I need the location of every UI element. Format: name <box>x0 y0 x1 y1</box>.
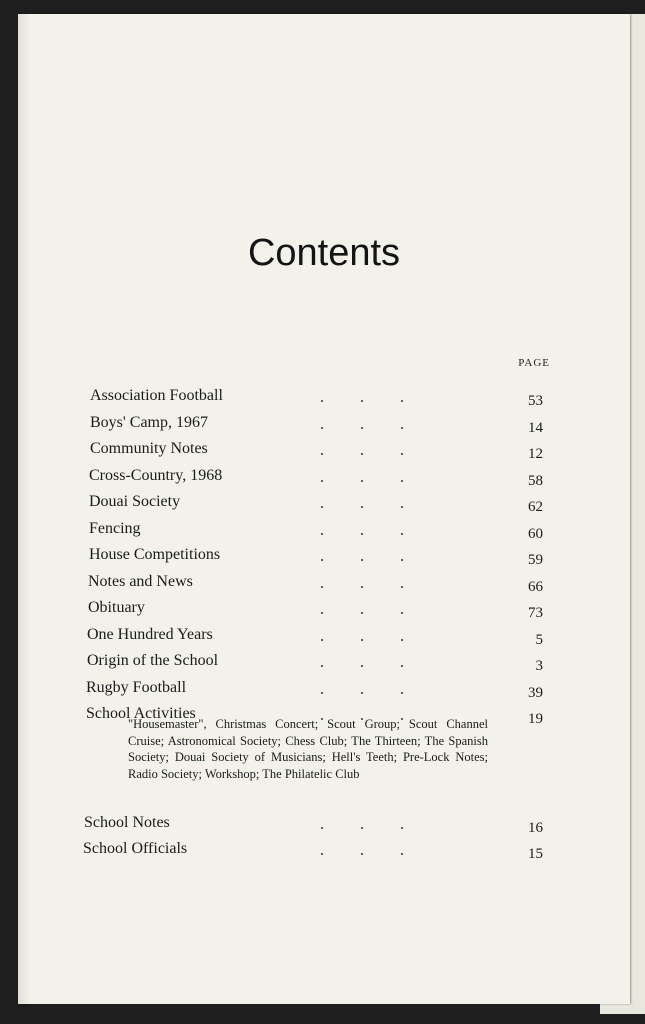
toc-entry-label: School Notes <box>84 814 170 831</box>
leader-dot <box>401 586 403 588</box>
leader-dot <box>401 639 403 641</box>
toc-entry-label: Fencing <box>89 520 141 537</box>
toc-entry <box>88 599 543 619</box>
dot-leader <box>87 652 417 672</box>
toc-entry-page-number: 39 <box>528 685 543 701</box>
toc-entry <box>89 546 543 566</box>
leader-dot <box>361 400 363 402</box>
toc-entry <box>88 573 543 593</box>
leader-dot <box>401 427 403 429</box>
toc-entry-label: House Competitions <box>89 546 221 563</box>
toc-entry-page-number: 16 <box>528 820 543 836</box>
toc-entry-page-number: 73 <box>528 605 543 621</box>
leader-dot <box>361 586 363 588</box>
toc-entry-label: School Officials <box>83 840 188 857</box>
leader-dot <box>401 853 403 855</box>
leader-dot <box>361 827 363 829</box>
toc-entry <box>83 840 543 860</box>
dot-leader <box>90 440 420 460</box>
dot-leader <box>88 599 418 619</box>
leader-dot <box>361 639 363 641</box>
leader-dot <box>321 400 323 402</box>
page-column-label: PAGE <box>518 357 550 369</box>
leader-dot <box>361 559 363 561</box>
toc-entry <box>87 652 543 672</box>
dot-leader <box>90 414 420 434</box>
dot-leader <box>86 679 416 699</box>
leader-dot <box>401 533 403 535</box>
leader-dot <box>321 853 323 855</box>
leader-dot <box>321 612 323 614</box>
leader-dot <box>321 827 323 829</box>
toc-entry-page-number: 62 <box>528 499 543 515</box>
toc-entry-label: Boys' Camp, 1967 <box>90 414 208 431</box>
dot-leader <box>88 573 418 593</box>
dot-leader <box>90 387 420 407</box>
dot-leader <box>84 814 414 834</box>
dot-leader <box>89 493 419 513</box>
toc-entry <box>84 814 543 834</box>
leader-dot <box>321 586 323 588</box>
toc-entry <box>89 520 543 540</box>
leader-dot <box>361 506 363 508</box>
leader-dot <box>321 533 323 535</box>
leader-dot <box>401 506 403 508</box>
toc-entry-label: Douai Society <box>89 493 181 510</box>
leader-dot <box>401 559 403 561</box>
toc-entry-page-number: 14 <box>528 420 543 436</box>
toc-entry-label: Rugby Football <box>86 679 187 696</box>
leader-dot <box>361 427 363 429</box>
leader-dot <box>321 639 323 641</box>
toc-entry-label: One Hundred Years <box>87 626 213 643</box>
dot-leader <box>89 520 419 540</box>
leader-dot <box>321 427 323 429</box>
toc-entry <box>86 679 543 699</box>
toc-entry <box>87 626 543 646</box>
toc-entry-page-number: 12 <box>528 446 543 462</box>
toc-entry-label: Origin of the School <box>87 652 219 669</box>
leader-dot <box>401 827 403 829</box>
dot-leader <box>89 467 419 487</box>
toc-entry <box>89 467 543 487</box>
toc-entry-label: Association Football <box>90 387 223 404</box>
dot-leader <box>89 546 419 566</box>
leader-dot <box>321 692 323 694</box>
leader-dot <box>361 480 363 482</box>
school-activities-detail: "Housemaster", Christmas Concert; Scout Group; Scout Channel Cruise; Astronomical Society; Chess Club; The Thirteen; The Spanish Society; Douai Society of Musicians; Hell's Teeth; Pre-Lock Notes; Radio Society; Workshop; The Philatelic Club <box>128 717 488 781</box>
leader-dot <box>321 453 323 455</box>
leader-dot <box>361 853 363 855</box>
leader-dot <box>361 453 363 455</box>
toc-entry-page-number: 59 <box>528 552 543 568</box>
leader-dot <box>321 559 323 561</box>
toc-entry-page-number: 60 <box>528 526 543 542</box>
toc-entry-page-number: 15 <box>528 846 543 862</box>
dot-leader <box>87 626 417 646</box>
toc-entry-label: Community Notes <box>90 440 208 457</box>
page-title: Contents <box>247 232 401 274</box>
leader-dot <box>401 453 403 455</box>
leader-dot <box>401 612 403 614</box>
toc-entry-page-number: 53 <box>528 393 543 409</box>
toc-entry-label: Obituary <box>88 599 145 616</box>
toc-entry <box>90 440 543 460</box>
toc-entry-label: School Activities <box>86 705 196 722</box>
leader-dot <box>361 612 363 614</box>
leader-dot <box>401 665 403 667</box>
dot-leader <box>83 840 413 860</box>
toc-entry-page-number: 66 <box>528 579 543 595</box>
gutter-shadow <box>18 14 30 1004</box>
contents-page <box>18 14 630 1004</box>
toc-entry <box>90 387 543 407</box>
toc-entry-page-number: 19 <box>528 711 543 727</box>
toc-entry-page-number: 5 <box>535 632 543 648</box>
toc-entry <box>90 414 543 434</box>
leader-dot <box>361 533 363 535</box>
toc-entry-label: Cross-Country, 1968 <box>89 467 223 484</box>
leader-dot <box>361 692 363 694</box>
toc-entry-page-number: 58 <box>528 473 543 489</box>
leader-dot <box>321 480 323 482</box>
leader-dot <box>321 506 323 508</box>
toc-entry <box>89 493 543 513</box>
leader-dot <box>401 480 403 482</box>
leader-dot <box>321 665 323 667</box>
leader-dot <box>361 665 363 667</box>
leader-dot <box>401 692 403 694</box>
toc-entry-page-number: 3 <box>535 658 543 674</box>
leader-dot <box>401 400 403 402</box>
toc-entry-label: Notes and News <box>88 573 193 590</box>
